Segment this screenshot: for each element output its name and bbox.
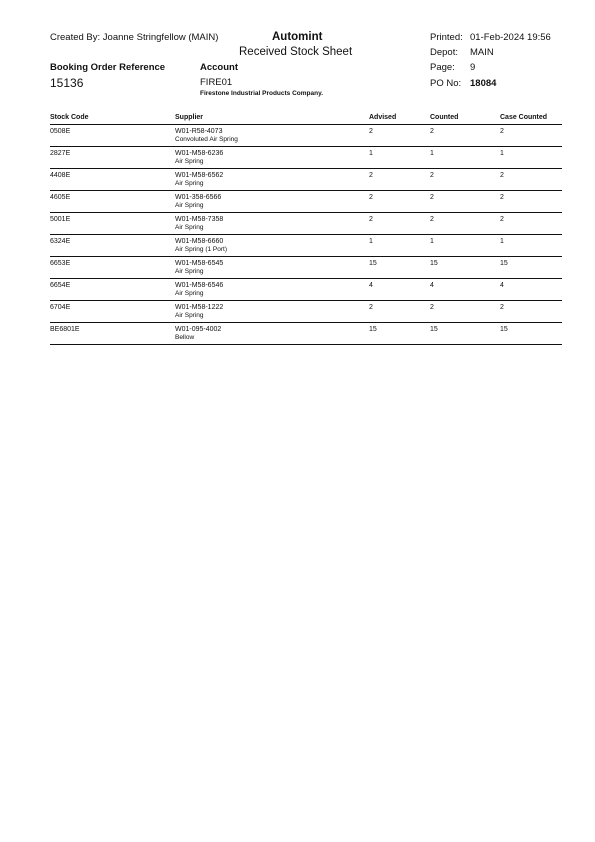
item-description-cell: Air Spring <box>175 268 204 275</box>
table-row <box>50 213 562 235</box>
counted-cell: 2 <box>430 194 434 201</box>
stock-code-cell: 6704E <box>50 304 71 311</box>
advised-cell: 4 <box>369 282 373 289</box>
case-counted-cell: 2 <box>500 216 504 223</box>
table-row <box>50 279 562 301</box>
table-row <box>50 125 562 147</box>
po-label: PO No: <box>430 78 462 89</box>
table-row <box>50 147 562 169</box>
supplier-code-cell: W01-M58-1222 <box>175 304 224 311</box>
item-description-cell: Bellow <box>175 334 195 341</box>
item-description-cell: Air Spring <box>175 158 204 165</box>
po-number: 18084 <box>470 78 497 89</box>
item-description-cell: Air Spring <box>175 180 204 187</box>
item-description-cell: Air Spring <box>175 290 204 297</box>
supplier-code-cell: W01-M58-6236 <box>175 150 224 157</box>
advised-cell: 15 <box>369 326 377 333</box>
depot-value: MAIN <box>470 47 494 58</box>
page-label: Page: <box>430 62 455 73</box>
column-header-supplier: Supplier <box>175 114 204 121</box>
supplier-code-cell: W01-M58-6562 <box>175 172 224 179</box>
item-description-cell: Air Spring <box>175 312 204 319</box>
table-row <box>50 235 562 257</box>
stock-code-cell: 6653E <box>50 260 71 267</box>
supplier-code-cell: W01-095-4002 <box>175 326 222 333</box>
column-header-counted: Counted <box>430 114 459 121</box>
advised-cell: 2 <box>369 216 373 223</box>
supplier-code-cell: W01-M58-6545 <box>175 260 224 267</box>
counted-cell: 1 <box>430 150 434 157</box>
column-header-case-counted: Case Counted <box>500 114 548 121</box>
printed-value: 01-Feb-2024 19:56 <box>470 32 551 43</box>
table-header <box>50 114 562 125</box>
case-counted-cell: 2 <box>500 194 504 201</box>
account-name: Firestone Industrial Products Company. <box>200 90 324 97</box>
supplier-code-cell: W01-M58-6546 <box>175 282 224 289</box>
depot-label: Depot: <box>430 47 458 58</box>
account-code: FIRE01 <box>200 77 233 88</box>
item-description-cell: Air Spring (1 Port) <box>175 246 228 253</box>
column-header-advised: Advised <box>369 114 397 121</box>
stock-code-cell: BE6801E <box>50 326 80 333</box>
counted-cell: 2 <box>430 216 434 223</box>
stock-code-cell: 6324E <box>50 238 71 245</box>
counted-cell: 1 <box>430 238 434 245</box>
stock-table <box>50 114 562 345</box>
counted-cell: 2 <box>430 128 434 135</box>
advised-cell: 1 <box>369 238 373 245</box>
company-name: Automint <box>272 31 323 43</box>
stock-code-cell: 0508E <box>50 128 71 135</box>
advised-cell: 2 <box>369 194 373 201</box>
advised-cell: 2 <box>369 128 373 135</box>
case-counted-cell: 2 <box>500 172 504 179</box>
account-label: Account <box>200 62 238 73</box>
document-title: Received Stock Sheet <box>239 46 353 58</box>
case-counted-cell: 2 <box>500 304 504 311</box>
stock-code-cell: 4605E <box>50 194 71 201</box>
table-row <box>50 301 562 323</box>
case-counted-cell: 15 <box>500 326 508 333</box>
stock-code-cell: 5001E <box>50 216 71 223</box>
counted-cell: 2 <box>430 172 434 179</box>
advised-cell: 2 <box>369 172 373 179</box>
item-description-cell: Convoluted Air Spring <box>175 136 238 143</box>
table-row <box>50 191 562 213</box>
counted-cell: 15 <box>430 260 438 267</box>
printed-label: Printed: <box>430 32 463 43</box>
page-number: 9 <box>470 62 476 73</box>
stock-code-cell: 2827E <box>50 150 71 157</box>
booking-reference-label: Booking Order Reference <box>50 62 166 73</box>
supplier-code-cell: W01-M58-7358 <box>175 216 224 223</box>
supplier-code-cell: W01-358-6566 <box>175 194 222 201</box>
stock-code-cell: 4408E <box>50 172 71 179</box>
case-counted-cell: 4 <box>500 282 504 289</box>
counted-cell: 2 <box>430 304 434 311</box>
stock-code-cell: 6654E <box>50 282 71 289</box>
table-row <box>50 257 562 279</box>
table-row <box>50 169 562 191</box>
case-counted-cell: 1 <box>500 150 504 157</box>
case-counted-cell: 15 <box>500 260 508 267</box>
advised-cell: 2 <box>369 304 373 311</box>
supplier-code-cell: W01-M58-6660 <box>175 238 224 245</box>
advised-cell: 1 <box>369 150 373 157</box>
counted-cell: 4 <box>430 282 434 289</box>
counted-cell: 15 <box>430 326 438 333</box>
advised-cell: 15 <box>369 260 377 267</box>
item-description-cell: Air Spring <box>175 224 204 231</box>
item-description-cell: Air Spring <box>175 202 204 209</box>
booking-reference-value: 15136 <box>50 76 84 90</box>
supplier-code-cell: W01-R58-4073 <box>175 128 223 135</box>
case-counted-cell: 1 <box>500 238 504 245</box>
table-row <box>50 323 562 345</box>
case-counted-cell: 2 <box>500 128 504 135</box>
created-by: Created By: Joanne Stringfellow (MAIN) <box>50 32 219 43</box>
column-header-stock-code: Stock Code <box>50 114 89 121</box>
